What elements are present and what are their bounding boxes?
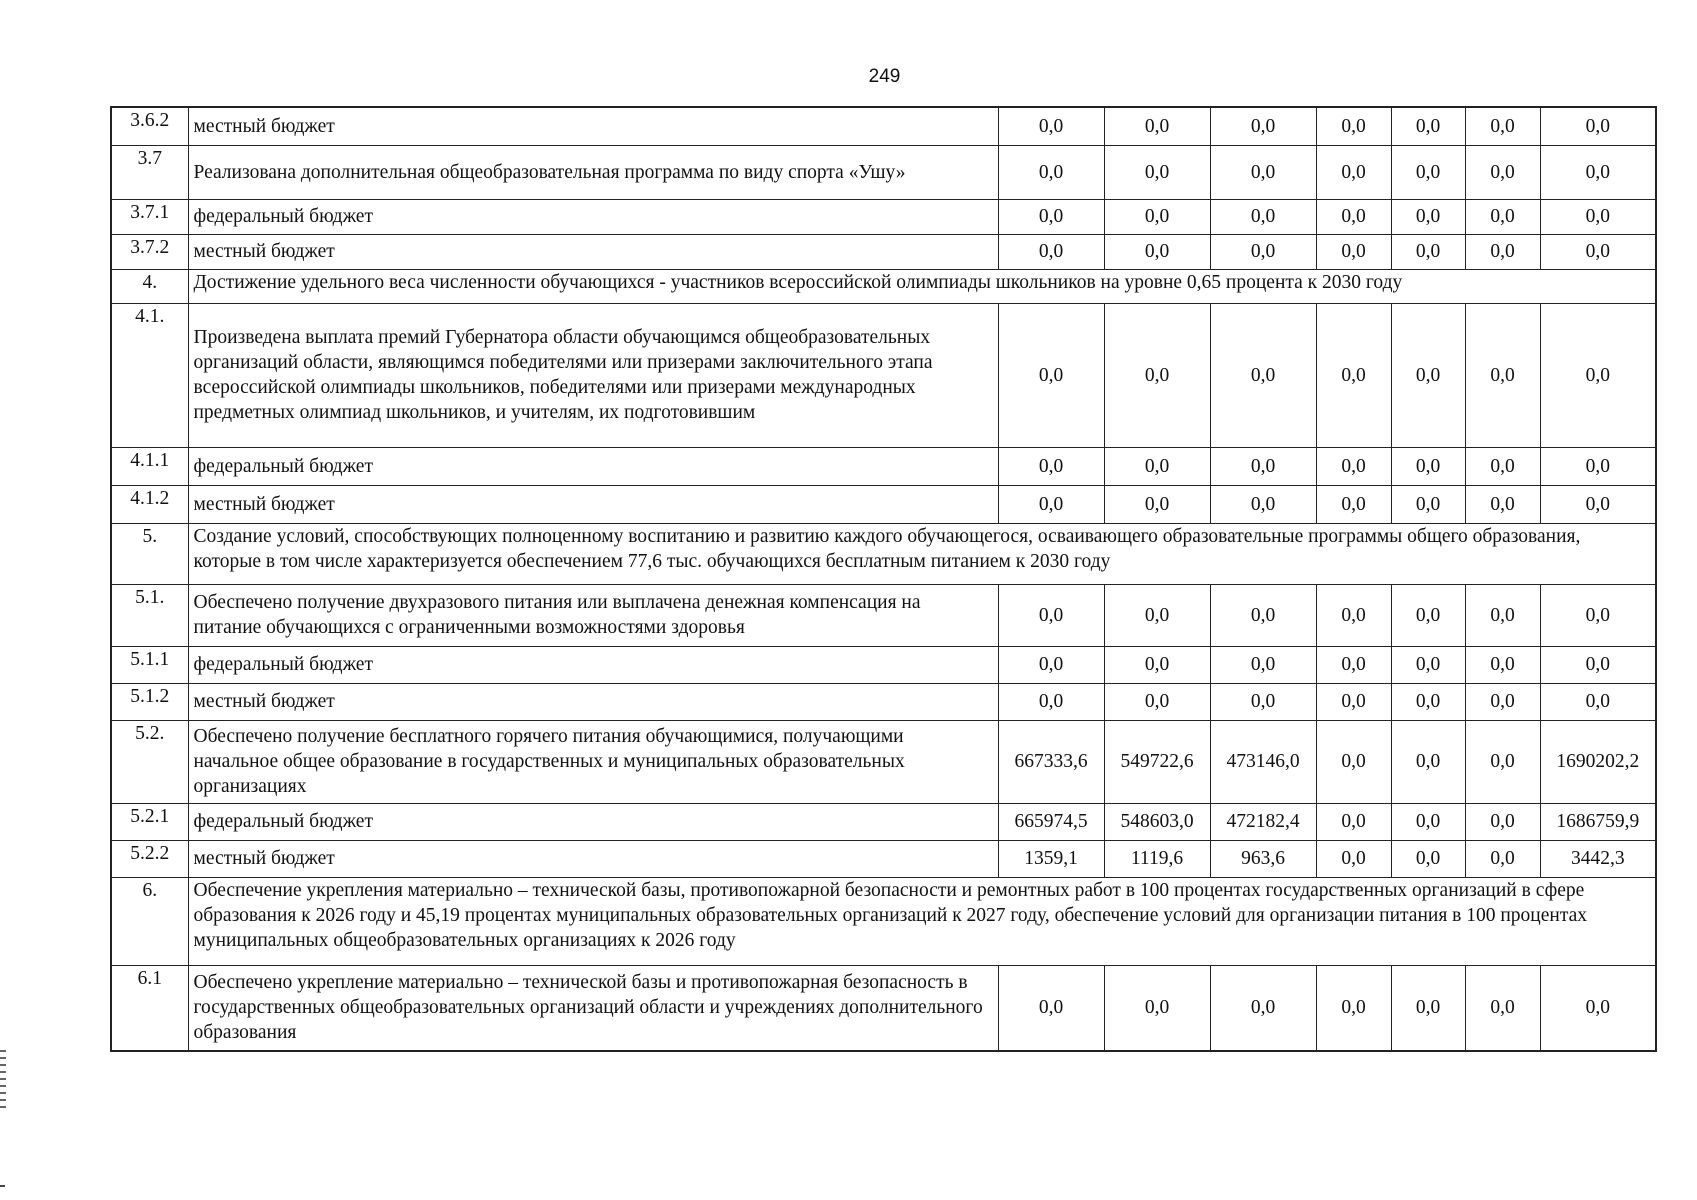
value-cell: 548603,0 (1104, 803, 1210, 840)
value-cell: 0,0 (1316, 720, 1391, 803)
value-cell: 0,0 (1465, 234, 1540, 269)
table-row (111, 803, 1656, 840)
value-cell: 0,0 (1465, 199, 1540, 234)
value-cell: 0,0 (1540, 145, 1656, 199)
table-row (111, 303, 1656, 447)
value-cell: 0,0 (1316, 965, 1391, 1051)
table-row (111, 523, 1656, 584)
row-description: Обеспечено получение бесплатного горячего питания обучающимися, получающими начальное общее образование в государственных и муниципальных образовательных организациях (188, 720, 998, 803)
value-cell: 0,0 (1540, 303, 1656, 447)
value-cell: 0,0 (1465, 965, 1540, 1051)
row-number: 5.2. (111, 720, 188, 803)
row-number: 3.7.2 (111, 234, 188, 269)
row-description: местный бюджет (188, 107, 998, 145)
value-cell: 0,0 (1540, 234, 1656, 269)
row-number: 4.1.1 (111, 447, 188, 485)
row-description: Реализована дополнительная общеобразовательная программа по виду спорта «Ушу» (188, 145, 998, 199)
value-cell: 0,0 (1391, 303, 1465, 447)
value-cell: 0,0 (1465, 840, 1540, 877)
value-cell: 0,0 (1391, 840, 1465, 877)
row-number: 4.1.2 (111, 485, 188, 523)
value-cell: 0,0 (1391, 199, 1465, 234)
section-heading: Обеспечение укрепления материально – технической базы, противопожарной безопасности и ремонтных работ в 100 процентах государственных организаций в сфере образования к 2026 году и 45,19 процентах муниципальных образовательных организаций к 2027 году, обеспечение условий для организации питания в 100 процентах муниципальных общеобразовательных организациях к 2026 году (188, 877, 1656, 965)
value-cell: 0,0 (1316, 683, 1391, 720)
value-cell: 0,0 (1104, 683, 1210, 720)
value-cell: 0,0 (1210, 234, 1316, 269)
value-cell: 0,0 (1104, 485, 1210, 523)
row-description: федеральный бюджет (188, 803, 998, 840)
value-cell: 0,0 (1465, 584, 1540, 646)
row-description: Произведена выплата премий Губернатора области обучающимся общеобразовательных организаций области, являющимся победителями или призерами заключительного этапа всероссийской олимпиады школьников, победителями или призерами международных предметных олимпиад школьников, и учителям, их подготовившим (188, 303, 998, 447)
table-row (111, 485, 1656, 523)
value-cell: 0,0 (1391, 107, 1465, 145)
table-row (111, 107, 1656, 145)
value-cell: 0,0 (1391, 485, 1465, 523)
table-row (111, 646, 1656, 683)
row-number: 4. (111, 269, 188, 303)
value-cell: 0,0 (1391, 683, 1465, 720)
row-description: местный бюджет (188, 840, 998, 877)
value-cell: 0,0 (1210, 447, 1316, 485)
row-number: 5.1.2 (111, 683, 188, 720)
value-cell: 0,0 (1210, 485, 1316, 523)
row-number: 4.1. (111, 303, 188, 447)
value-cell: 963,6 (1210, 840, 1316, 877)
value-cell: 0,0 (1540, 447, 1656, 485)
value-cell: 0,0 (998, 107, 1104, 145)
value-cell: 0,0 (1210, 145, 1316, 199)
value-cell: 0,0 (1540, 965, 1656, 1051)
value-cell: 0,0 (1104, 303, 1210, 447)
value-cell: 0,0 (1391, 803, 1465, 840)
value-cell: 0,0 (1104, 584, 1210, 646)
value-cell: 0,0 (1104, 199, 1210, 234)
scan-margin-dash (0, 1185, 5, 1187)
row-number: 5.2.2 (111, 840, 188, 877)
value-cell: 0,0 (1391, 646, 1465, 683)
value-cell: 0,0 (1316, 584, 1391, 646)
value-cell: 1690202,2 (1540, 720, 1656, 803)
value-cell: 0,0 (1104, 107, 1210, 145)
row-description: федеральный бюджет (188, 447, 998, 485)
row-description: местный бюджет (188, 485, 998, 523)
value-cell: 0,0 (998, 303, 1104, 447)
value-cell: 0,0 (1210, 683, 1316, 720)
value-cell: 3442,3 (1540, 840, 1656, 877)
row-number: 3.7.1 (111, 199, 188, 234)
value-cell: 665974,5 (998, 803, 1104, 840)
row-number: 3.6.2 (111, 107, 188, 145)
value-cell: 473146,0 (1210, 720, 1316, 803)
value-cell: 0,0 (998, 447, 1104, 485)
value-cell: 0,0 (1316, 803, 1391, 840)
value-cell: 0,0 (998, 646, 1104, 683)
table-row (111, 145, 1656, 199)
value-cell: 0,0 (1104, 234, 1210, 269)
value-cell: 0,0 (998, 199, 1104, 234)
page-number: 249 (868, 66, 901, 87)
value-cell: 0,0 (1540, 584, 1656, 646)
value-cell: 0,0 (1540, 683, 1656, 720)
table-row (111, 720, 1656, 803)
value-cell: 0,0 (1316, 447, 1391, 485)
row-number: 6. (111, 877, 188, 965)
row-number: 6.1 (111, 965, 188, 1051)
row-number: 5. (111, 523, 188, 584)
table-row (111, 840, 1656, 877)
value-cell: 0,0 (1316, 234, 1391, 269)
row-description: Обеспечено укрепление материально – технической базы и противопожарная безопасность в государственных общеобразовательных организаций области и учреждениях дополнительного образования (188, 965, 998, 1051)
value-cell: 0,0 (1465, 803, 1540, 840)
table-row (111, 447, 1656, 485)
value-cell: 0,0 (1316, 199, 1391, 234)
value-cell: 0,0 (1210, 646, 1316, 683)
table-row (111, 234, 1656, 269)
value-cell: 0,0 (1316, 107, 1391, 145)
value-cell: 0,0 (1104, 646, 1210, 683)
value-cell: 472182,4 (1210, 803, 1316, 840)
value-cell: 1359,1 (998, 840, 1104, 877)
row-description: федеральный бюджет (188, 646, 998, 683)
row-description: местный бюджет (188, 683, 998, 720)
value-cell: 0,0 (1465, 145, 1540, 199)
value-cell: 0,0 (1465, 646, 1540, 683)
value-cell: 0,0 (1316, 485, 1391, 523)
value-cell: 0,0 (998, 965, 1104, 1051)
value-cell: 1686759,9 (1540, 803, 1656, 840)
value-cell: 0,0 (1465, 485, 1540, 523)
value-cell: 0,0 (1104, 145, 1210, 199)
value-cell: 0,0 (1104, 447, 1210, 485)
value-cell: 0,0 (1465, 447, 1540, 485)
row-description: Обеспечено получение двухразового питания или выплачена денежная компенсация на питание обучающихся с ограниченными возможностями здоровья (188, 584, 998, 646)
value-cell: 0,0 (1316, 303, 1391, 447)
value-cell: 0,0 (1540, 107, 1656, 145)
value-cell: 0,0 (1316, 840, 1391, 877)
value-cell: 0,0 (1210, 584, 1316, 646)
value-cell: 0,0 (1391, 965, 1465, 1051)
value-cell: 0,0 (1391, 234, 1465, 269)
value-cell: 0,0 (998, 683, 1104, 720)
row-number: 5.2.1 (111, 803, 188, 840)
row-number: 5.1.1 (111, 646, 188, 683)
table-row (111, 965, 1656, 1051)
table-row (111, 584, 1656, 646)
value-cell: 0,0 (1210, 107, 1316, 145)
value-cell: 0,0 (1391, 720, 1465, 803)
value-cell: 0,0 (1465, 720, 1540, 803)
table-row (111, 683, 1656, 720)
section-heading: Создание условий, способствующих полноценному воспитанию и развитию каждого обучающегося, осваивающего образовательные программы общего образования, которые в том числе характеризуется обеспечением 77,6 тыс. обучающихся бесплатным питанием к 2030 году (188, 523, 1656, 584)
value-cell: 0,0 (1316, 646, 1391, 683)
row-number: 3.7 (111, 145, 188, 199)
table-row (111, 269, 1656, 303)
value-cell: 0,0 (1540, 646, 1656, 683)
section-heading: Достижение удельного веса численности обучающихся - участников всероссийской олимпиады школьников на уровне 0,65 процента к 2030 году (188, 269, 1656, 303)
row-description: местный бюджет (188, 234, 998, 269)
value-cell: 0,0 (998, 485, 1104, 523)
scan-margin-marks (0, 1050, 6, 1110)
row-number: 5.1. (111, 584, 188, 646)
value-cell: 1119,6 (1104, 840, 1210, 877)
value-cell: 0,0 (1465, 303, 1540, 447)
budget-table (110, 106, 1657, 1052)
value-cell: 0,0 (1210, 965, 1316, 1051)
value-cell: 549722,6 (1104, 720, 1210, 803)
value-cell: 0,0 (998, 234, 1104, 269)
value-cell: 0,0 (1391, 145, 1465, 199)
value-cell: 0,0 (1104, 965, 1210, 1051)
value-cell: 0,0 (1540, 485, 1656, 523)
value-cell: 0,0 (1210, 199, 1316, 234)
value-cell: 0,0 (998, 145, 1104, 199)
value-cell: 0,0 (1391, 584, 1465, 646)
table-row (111, 199, 1656, 234)
value-cell: 0,0 (1465, 683, 1540, 720)
value-cell: 0,0 (1316, 145, 1391, 199)
value-cell: 0,0 (998, 584, 1104, 646)
table-row (111, 877, 1656, 965)
value-cell: 0,0 (1465, 107, 1540, 145)
value-cell: 0,0 (1210, 303, 1316, 447)
value-cell: 667333,6 (998, 720, 1104, 803)
value-cell: 0,0 (1540, 199, 1656, 234)
row-description: федеральный бюджет (188, 199, 998, 234)
value-cell: 0,0 (1391, 447, 1465, 485)
